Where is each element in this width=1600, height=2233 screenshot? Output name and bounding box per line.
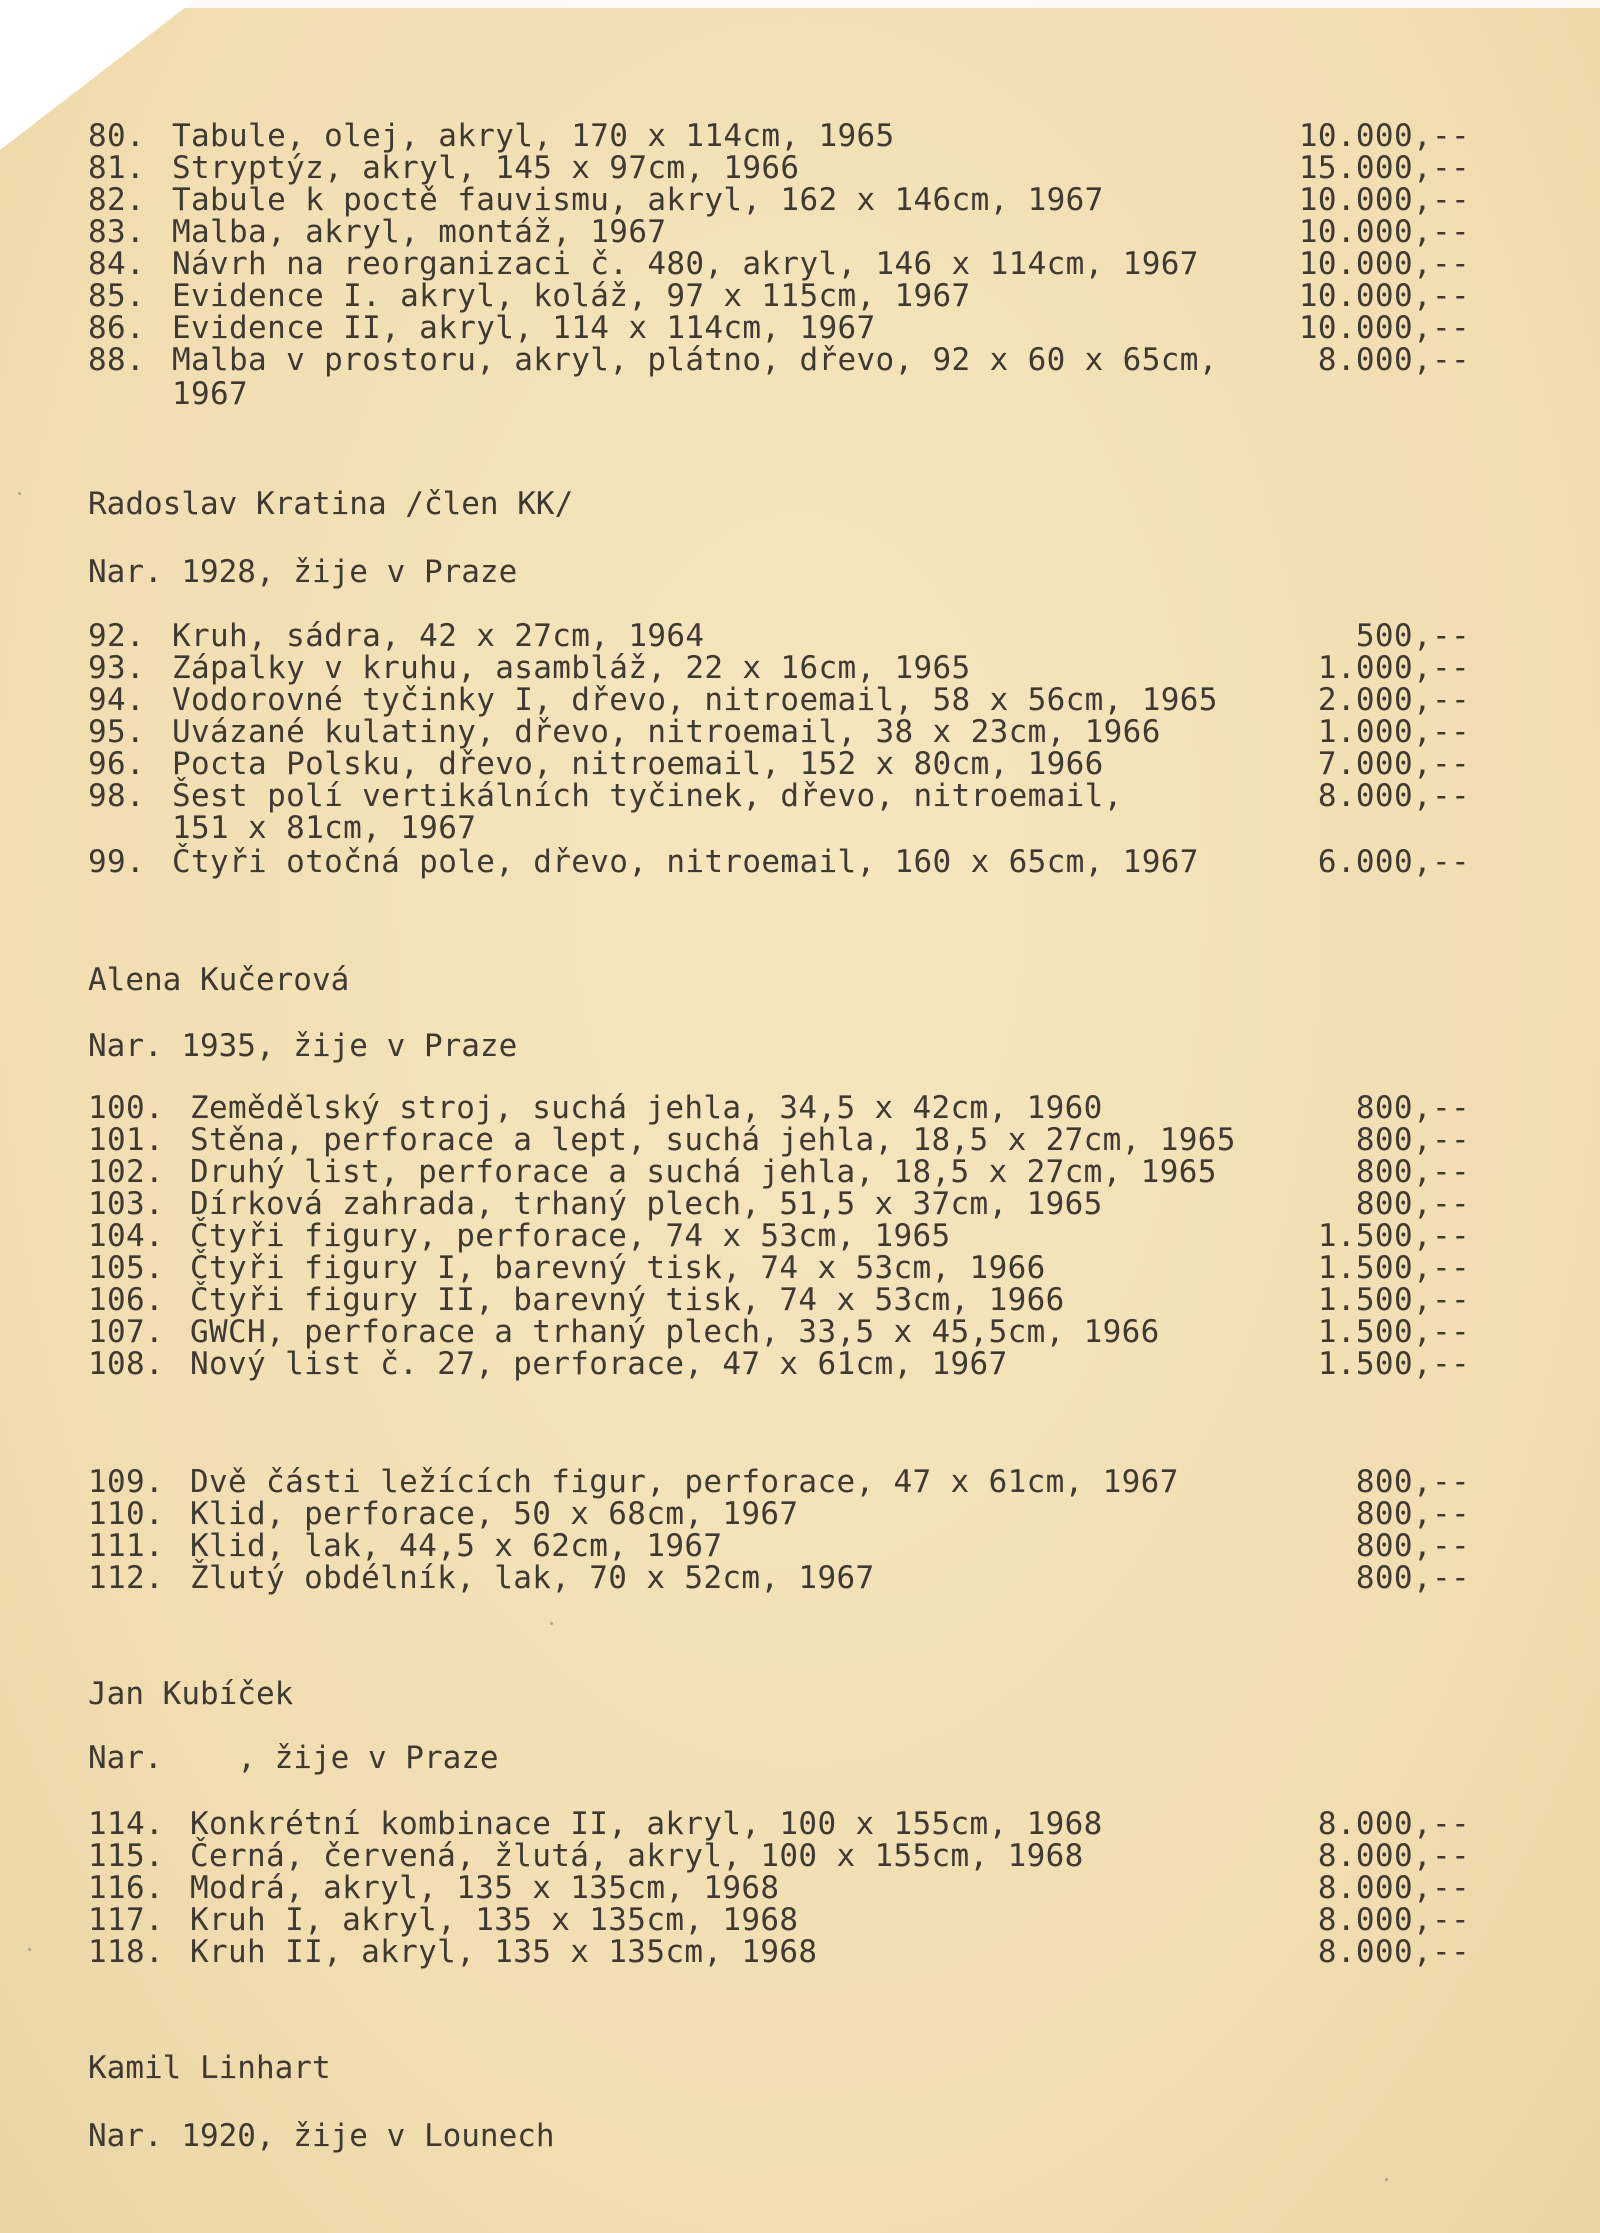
item-title: Čtyři otočná pole, dřevo, nitroemail, 160 x 65cm, 1967 xyxy=(172,844,1199,880)
artist-birth: Nar. 1935, žije v Praze xyxy=(88,1028,518,1064)
item-number: 84. xyxy=(88,246,146,282)
item-price: 800,-- xyxy=(1355,1122,1470,1158)
item-number: 80. xyxy=(88,118,146,154)
list-item xyxy=(0,1466,1600,1499)
item-number: 116. xyxy=(88,1870,165,1906)
list-item xyxy=(0,1092,1600,1125)
item-number: 109. xyxy=(88,1464,165,1500)
item-title: Žlutý obdélník, lak, 70 x 52cm, 1967 xyxy=(190,1560,875,1596)
list-item-continuation xyxy=(0,812,1600,845)
item-number: 118. xyxy=(88,1934,165,1970)
list-item xyxy=(0,1188,1600,1221)
item-price: 8.000,-- xyxy=(1317,1870,1470,1906)
item-title: Malba v prostoru, akryl, plátno, dřevo, 92 x 60 x 65cm, xyxy=(172,342,1218,378)
item-title: Čtyři figury II, barevný tisk, 74 x 53cm, 1966 xyxy=(190,1282,1065,1318)
item-title: Uvázané kulatiny, dřevo, nitroemail, 38 x 23cm, 1966 xyxy=(172,714,1161,750)
item-price: 500,-- xyxy=(1355,618,1470,654)
list-item xyxy=(0,248,1600,281)
item-price: 1.500,-- xyxy=(1317,1346,1470,1382)
item-title-continuation: 1967 xyxy=(172,376,249,412)
artist-name: Kamil Linhart xyxy=(88,2050,331,2086)
top-paper-edge xyxy=(0,0,1600,8)
item-price: 7.000,-- xyxy=(1317,746,1470,782)
item-number: 111. xyxy=(88,1528,165,1564)
item-price: 800,-- xyxy=(1355,1528,1470,1564)
item-number: 103. xyxy=(88,1186,165,1222)
item-number: 101. xyxy=(88,1122,165,1158)
item-title: Čtyři figury, perforace, 74 x 53cm, 1965 xyxy=(190,1218,951,1254)
item-title: Klid, perforace, 50 x 68cm, 1967 xyxy=(190,1496,799,1532)
item-title: Modrá, akryl, 135 x 135cm, 1968 xyxy=(190,1870,780,1906)
list-item xyxy=(0,1530,1600,1563)
item-title: Šest polí vertikálních tyčinek, dřevo, nitroemail, xyxy=(172,778,1123,814)
item-price: 10.000,-- xyxy=(1298,182,1470,218)
item-price: 10.000,-- xyxy=(1298,278,1470,314)
list-item xyxy=(0,280,1600,313)
item-price: 800,-- xyxy=(1355,1154,1470,1190)
item-number: 115. xyxy=(88,1838,165,1874)
item-number: 102. xyxy=(88,1154,165,1190)
list-item xyxy=(0,1808,1600,1841)
item-title: Vodorovné tyčinky I, dřevo, nitroemail, 58 x 56cm, 1965 xyxy=(172,682,1218,718)
item-title: Malba, akryl, montáž, 1967 xyxy=(172,214,667,250)
item-price: 800,-- xyxy=(1355,1090,1470,1126)
item-title: Černá, červená, žlutá, akryl, 100 x 155cm, 1968 xyxy=(190,1838,1084,1874)
item-price: 1.500,-- xyxy=(1317,1250,1470,1286)
item-title: Zemědělský stroj, suchá jehla, 34,5 x 42cm, 1960 xyxy=(190,1090,1103,1126)
artist-name: Jan Kubíček xyxy=(88,1676,294,1712)
list-item xyxy=(0,1348,1600,1381)
list-item xyxy=(0,1284,1600,1317)
item-title: Klid, lak, 44,5 x 62cm, 1967 xyxy=(190,1528,723,1564)
item-price: 1.000,-- xyxy=(1317,650,1470,686)
item-title: Evidence II, akryl, 114 x 114cm, 1967 xyxy=(172,310,876,346)
item-title: Tabule k poctě fauvismu, akryl, 162 x 146cm, 1967 xyxy=(172,182,1104,218)
list-item xyxy=(0,1156,1600,1189)
artist-birth: Nar. , žije v Praze xyxy=(88,1740,499,1776)
item-title: Kruh II, akryl, 135 x 135cm, 1968 xyxy=(190,1934,818,1970)
item-title: Nový list č. 27, perforace, 47 x 61cm, 1967 xyxy=(190,1346,1008,1382)
item-price: 1.000,-- xyxy=(1317,714,1470,750)
item-number: 93. xyxy=(88,650,146,686)
list-item xyxy=(0,716,1600,749)
item-number: 99. xyxy=(88,844,146,880)
item-number: 98. xyxy=(88,778,146,814)
item-number: 100. xyxy=(88,1090,165,1126)
list-item xyxy=(0,120,1600,153)
item-title-continuation: 151 x 81cm, 1967 xyxy=(172,810,477,846)
list-item xyxy=(0,1936,1600,1969)
list-item xyxy=(0,1124,1600,1157)
list-item xyxy=(0,652,1600,685)
item-title: Dírková zahrada, trhaný plech, 51,5 x 37cm, 1965 xyxy=(190,1186,1103,1222)
item-number: 81. xyxy=(88,150,146,186)
list-item xyxy=(0,1872,1600,1905)
artist-birth: Nar. 1920, žije v Lounech xyxy=(88,2118,555,2154)
list-item xyxy=(0,1498,1600,1531)
item-title: Čtyři figury I, barevný tisk, 74 x 53cm, 1966 xyxy=(190,1250,1046,1286)
paper-mark xyxy=(18,492,21,495)
item-price: 800,-- xyxy=(1355,1560,1470,1596)
item-title: Stryptýz, akryl, 145 x 97cm, 1966 xyxy=(172,150,800,186)
item-title: Druhý list, perforace a suchá jehla, 18,5 x 27cm, 1965 xyxy=(190,1154,1217,1190)
list-item xyxy=(0,216,1600,249)
item-number: 110. xyxy=(88,1496,165,1532)
item-number: 114. xyxy=(88,1806,165,1842)
artist-name: Radoslav Kratina /člen KK/ xyxy=(88,486,574,522)
item-price: 15.000,-- xyxy=(1298,150,1470,186)
item-price: 10.000,-- xyxy=(1298,214,1470,250)
list-item xyxy=(0,1904,1600,1937)
item-title: Návrh na reorganizaci č. 480, akryl, 146 x 114cm, 1967 xyxy=(172,246,1199,282)
item-title: Evidence I. akryl, koláž, 97 x 115cm, 1967 xyxy=(172,278,971,314)
item-number: 104. xyxy=(88,1218,165,1254)
item-title: Kruh I, akryl, 135 x 135cm, 1968 xyxy=(190,1902,799,1938)
list-item xyxy=(0,780,1600,813)
item-number: 92. xyxy=(88,618,146,654)
item-price: 8.000,-- xyxy=(1317,1838,1470,1874)
list-item xyxy=(0,1840,1600,1873)
item-price: 800,-- xyxy=(1355,1464,1470,1500)
list-item xyxy=(0,1316,1600,1349)
item-number: 107. xyxy=(88,1314,165,1350)
item-price: 8.000,-- xyxy=(1317,342,1470,378)
list-item xyxy=(0,846,1600,879)
item-number: 82. xyxy=(88,182,146,218)
item-number: 88. xyxy=(88,342,146,378)
list-item xyxy=(0,748,1600,781)
item-title: Pocta Polsku, dřevo, nitroemail, 152 x 80cm, 1966 xyxy=(172,746,1104,782)
item-number: 85. xyxy=(88,278,146,314)
item-price: 2.000,-- xyxy=(1317,682,1470,718)
item-price: 8.000,-- xyxy=(1317,1902,1470,1938)
item-number: 83. xyxy=(88,214,146,250)
item-title: Konkrétní kombinace II, akryl, 100 x 155cm, 1968 xyxy=(190,1806,1103,1842)
list-item xyxy=(0,184,1600,217)
list-item xyxy=(0,1562,1600,1595)
list-item xyxy=(0,312,1600,345)
item-price: 1.500,-- xyxy=(1317,1314,1470,1350)
item-number: 112. xyxy=(88,1560,165,1596)
list-item-continuation xyxy=(0,378,1600,411)
item-title: Zápalky v kruhu, asambláž, 22 x 16cm, 1965 xyxy=(172,650,971,686)
item-title: Tabule, olej, akryl, 170 x 114cm, 1965 xyxy=(172,118,895,154)
item-number: 94. xyxy=(88,682,146,718)
artist-name: Alena Kučerová xyxy=(88,962,350,998)
paper-mark xyxy=(1385,2178,1388,2181)
item-title: GWCH, perforace a trhaný plech, 33,5 x 45,5cm, 1966 xyxy=(190,1314,1160,1350)
artist-birth: Nar. 1928, žije v Praze xyxy=(88,554,518,590)
list-item xyxy=(0,344,1600,377)
item-price: 8.000,-- xyxy=(1317,778,1470,814)
item-title: Kruh, sádra, 42 x 27cm, 1964 xyxy=(172,618,705,654)
paper-mark xyxy=(28,1948,31,1951)
list-item xyxy=(0,1220,1600,1253)
item-price: 800,-- xyxy=(1355,1186,1470,1222)
item-title: Stěna, perforace a lept, suchá jehla, 18,5 x 27cm, 1965 xyxy=(190,1122,1236,1158)
item-price: 8.000,-- xyxy=(1317,1806,1470,1842)
item-price: 10.000,-- xyxy=(1298,310,1470,346)
item-price: 1.500,-- xyxy=(1317,1218,1470,1254)
list-item xyxy=(0,1252,1600,1285)
item-price: 800,-- xyxy=(1355,1496,1470,1532)
item-number: 96. xyxy=(88,746,146,782)
item-number: 108. xyxy=(88,1346,165,1382)
item-number: 106. xyxy=(88,1282,165,1318)
item-price: 10.000,-- xyxy=(1298,118,1470,154)
list-item xyxy=(0,620,1600,653)
item-number: 86. xyxy=(88,310,146,346)
item-number: 95. xyxy=(88,714,146,750)
item-title: Dvě části ležících figur, perforace, 47 x 61cm, 1967 xyxy=(190,1464,1179,1500)
item-number: 105. xyxy=(88,1250,165,1286)
item-price: 1.500,-- xyxy=(1317,1282,1470,1318)
paper-mark xyxy=(550,1622,553,1625)
list-item xyxy=(0,684,1600,717)
item-price: 8.000,-- xyxy=(1317,1934,1470,1970)
item-number: 117. xyxy=(88,1902,165,1938)
item-price: 6.000,-- xyxy=(1317,844,1470,880)
list-item xyxy=(0,152,1600,185)
item-price: 10.000,-- xyxy=(1298,246,1470,282)
